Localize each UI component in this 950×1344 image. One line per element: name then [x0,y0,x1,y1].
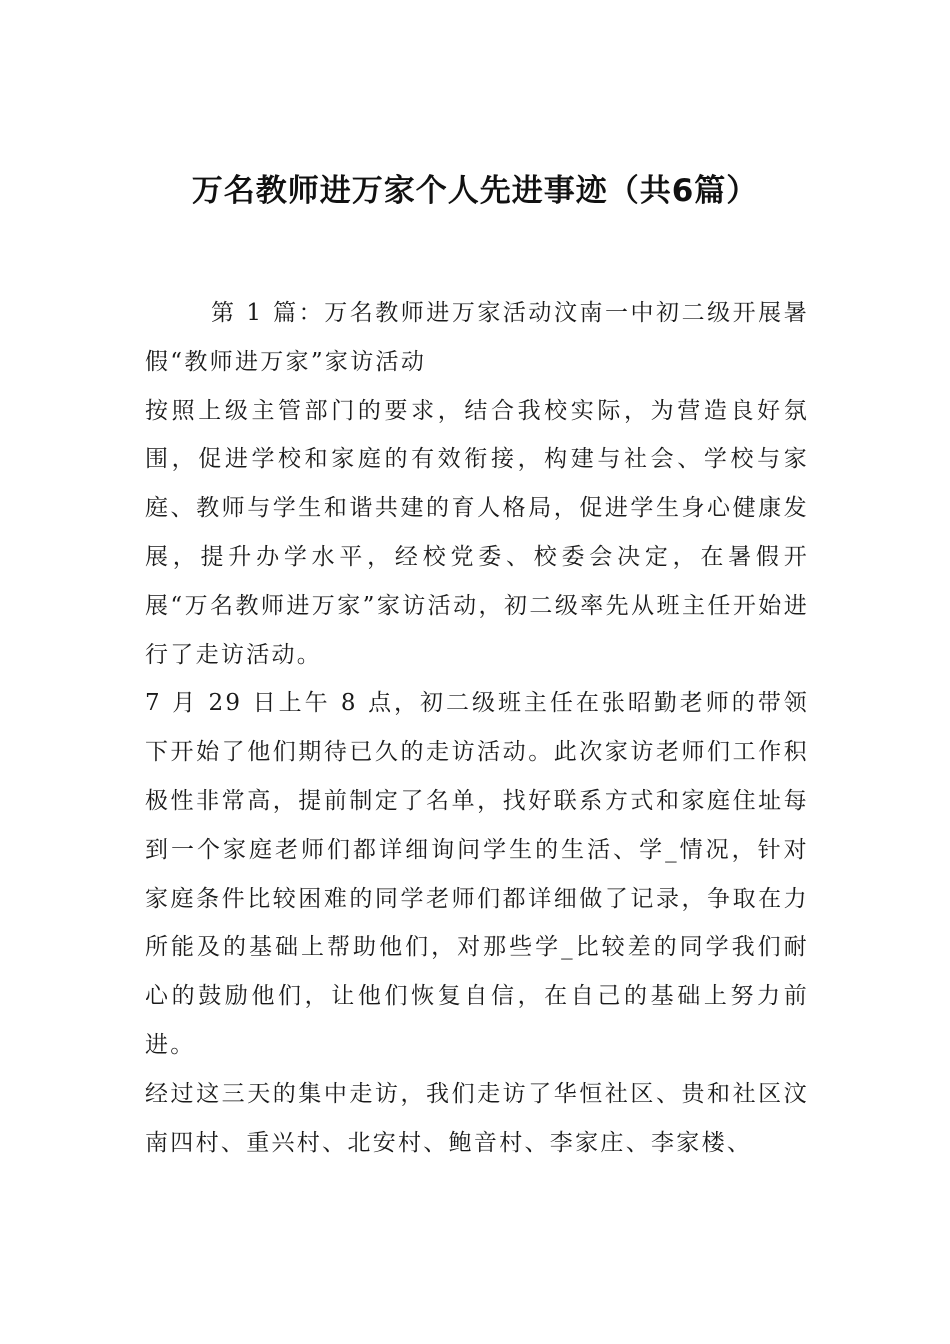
section-heading-paragraph: 第 1 篇：万名教师进万家活动汶南一中初二级开展暑假“教师进万家”家访活动 [145,300,809,375]
body-paragraph: 按照上级主管部门的要求，结合我校实际，为营造良好氛围，促进学校和家庭的有效衔接，构建与社会、学校与家庭、教师与学生和谐共建的育人格局，促进学生身心健康发展，提升办学水平，经校党委、校委会决定，在暑假开展“万名教师进万家”家访活动，初二级率先从班主任开始进行了走访活动。 [145,397,809,668]
body-paragraph: 7 月 29 日上午 8 点，初二级班主任在张昭勤老师的带领下开始了他们期待已久的走访活动。此次家访老师们工作积极性非常高，提前制定了名单，找好联系方式和家庭住址每到一个家庭老师们都详细询问学生的生活、学_情况，针对家庭条件比较困难的同学老师们都详细做了记录，争取在力所能及的基础上帮助他们，对那些学_比较差的同学我们耐心的鼓励他们，让他们恢复自信，在自己的基础上努力前进。 [145,690,809,1058]
document-title: 万名教师进万家个人先进事迹（共6篇） [191,172,759,209]
body-paragraph: 经过这三天的集中走访，我们走访了华恒社区、贵和社区汶南四村、重兴村、北安村、鲍音村、李家庄、李家楼、 [145,1080,809,1156]
document-body [145,289,809,1167]
